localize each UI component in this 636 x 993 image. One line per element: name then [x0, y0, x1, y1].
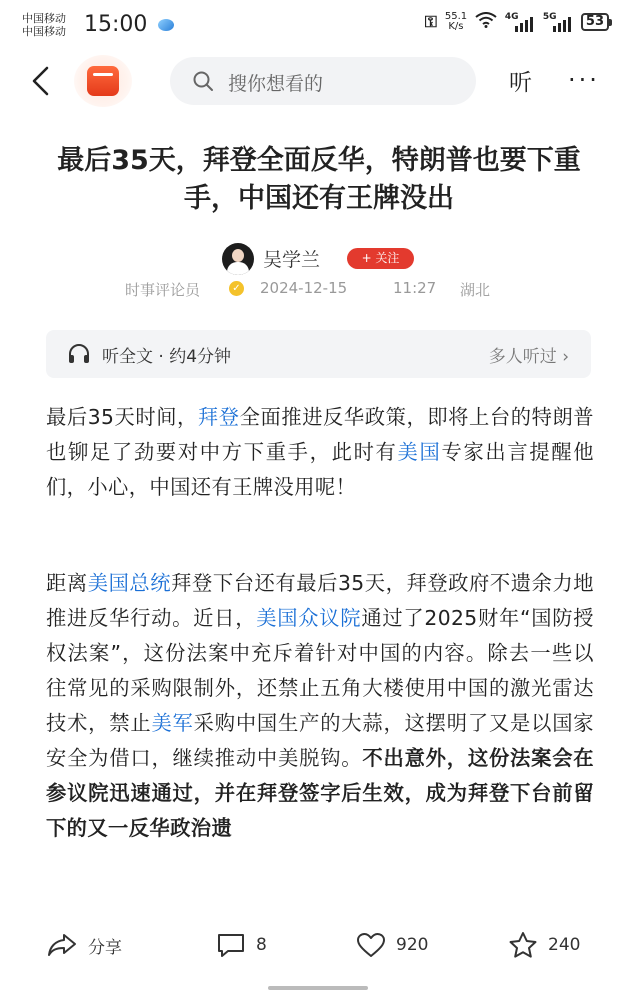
- paragraph-text: 最后35天时间，: [46, 405, 198, 429]
- status-bar: [0, 0, 636, 50]
- favorite-button[interactable]: [508, 930, 580, 960]
- search-placeholder[interactable]: 搜你想看的: [228, 73, 324, 95]
- app-logo[interactable]: [74, 55, 132, 107]
- article-meta: [0, 277, 636, 301]
- net-speed: [445, 12, 467, 32]
- net-speed-value: 55.1: [444, 11, 468, 22]
- many-listened-link[interactable]: 多人听过 ›: [488, 347, 569, 367]
- app-notification-icon: [158, 19, 174, 31]
- battery-level: 53: [581, 13, 609, 31]
- wifi-icon: [475, 12, 497, 32]
- paragraph-text: 拜登下台还有最后35天，拜登政府不遗余力地推进反华行动。近日，: [46, 571, 594, 630]
- heart-icon: [356, 932, 386, 958]
- publish-date: 2024-12-15: [260, 279, 348, 297]
- link-us-military[interactable]: 美军: [151, 711, 194, 735]
- carrier-labels: [22, 12, 66, 38]
- link-house[interactable]: 美国众议院: [256, 606, 362, 630]
- publish-time: 11:27: [393, 279, 437, 297]
- paragraph-text: 专家出言提醒他们，小心，中国还有王牌没用呢！: [46, 440, 594, 499]
- star-icon: [508, 931, 538, 959]
- carrier-1: 中国移动: [22, 12, 66, 25]
- article-title: 最后35天，拜登全面反华，特朗普也要下重手，中国还有王牌没出: [57, 145, 581, 214]
- clock: 15:00: [84, 12, 148, 37]
- carrier-2: 中国移动: [22, 25, 66, 38]
- verified-icon: ✓: [229, 281, 244, 296]
- follow-button[interactable]: + 关注: [347, 248, 414, 269]
- article-paragraph-2: [46, 566, 594, 846]
- back-arrow-icon[interactable]: [26, 64, 56, 98]
- listen-full-text-bar[interactable]: [46, 330, 591, 378]
- top-nav-bar: [0, 52, 636, 110]
- like-count: 920: [396, 935, 429, 955]
- paragraph-text: 距离: [46, 571, 88, 595]
- listen-button[interactable]: 听: [509, 70, 532, 96]
- search-icon: [192, 70, 214, 92]
- net-type-2: 5G: [542, 12, 557, 22]
- listen-full-text-label: 听全文 · 约4分钟: [102, 347, 232, 367]
- share-label: 分享: [88, 937, 122, 958]
- article-paragraph-1: [46, 400, 594, 505]
- like-button[interactable]: [356, 930, 428, 960]
- author-role: 时事评论员: [125, 281, 201, 299]
- search-box[interactable]: [170, 57, 476, 105]
- paragraph-text: 全面推进反华政策，即将上台的特朗普也铆足了劲要对中方下重手，此时有: [46, 405, 594, 464]
- status-icons: [425, 12, 612, 32]
- net-type-1: 4G: [504, 12, 519, 22]
- headphone-icon: [68, 344, 90, 364]
- comment-count: 8: [256, 935, 267, 955]
- paragraph-text: 采购中国生产的大蒜，这摆明了又是以国家安全为借口，继续推动中美脱钩。: [46, 711, 594, 770]
- favorite-count: 240: [548, 935, 581, 955]
- link-us-president[interactable]: 美国总统: [87, 571, 172, 595]
- key-icon: ⚿: [424, 12, 437, 31]
- avatar[interactable]: [222, 243, 254, 275]
- paragraph-text: 通过了2025财年“国防授权法案”，这份法案中充斥着针对中国的内容。除去一些以往常见的采购限制外，还禁止五角大楼使用中国的激光雷达技术，禁止: [46, 606, 594, 735]
- comment-button[interactable]: [216, 930, 267, 960]
- home-indicator[interactable]: [268, 986, 368, 990]
- author-row: [0, 240, 636, 276]
- net-speed-unit: K/s: [448, 21, 464, 32]
- signal-2-icon: [543, 12, 573, 32]
- signal-1-icon: [505, 12, 535, 32]
- author-name[interactable]: 吴学兰: [263, 249, 321, 271]
- paragraph-bold-text: 不出意外，这份法案会在参议院迅速通过，并在拜登签字后生效，成为拜登下台前留下的又一反华政治遗: [46, 746, 594, 840]
- link-biden[interactable]: 拜登: [197, 405, 240, 429]
- bottom-action-bar: [0, 922, 636, 968]
- share-icon: [46, 932, 78, 958]
- app-logo-icon: [87, 66, 119, 96]
- comment-icon: [216, 932, 246, 958]
- share-button[interactable]: [46, 930, 122, 960]
- more-icon[interactable]: ···: [568, 66, 600, 94]
- battery-icon: [581, 13, 612, 31]
- link-usa[interactable]: 美国: [397, 440, 442, 464]
- publish-location: 湖北: [460, 281, 491, 299]
